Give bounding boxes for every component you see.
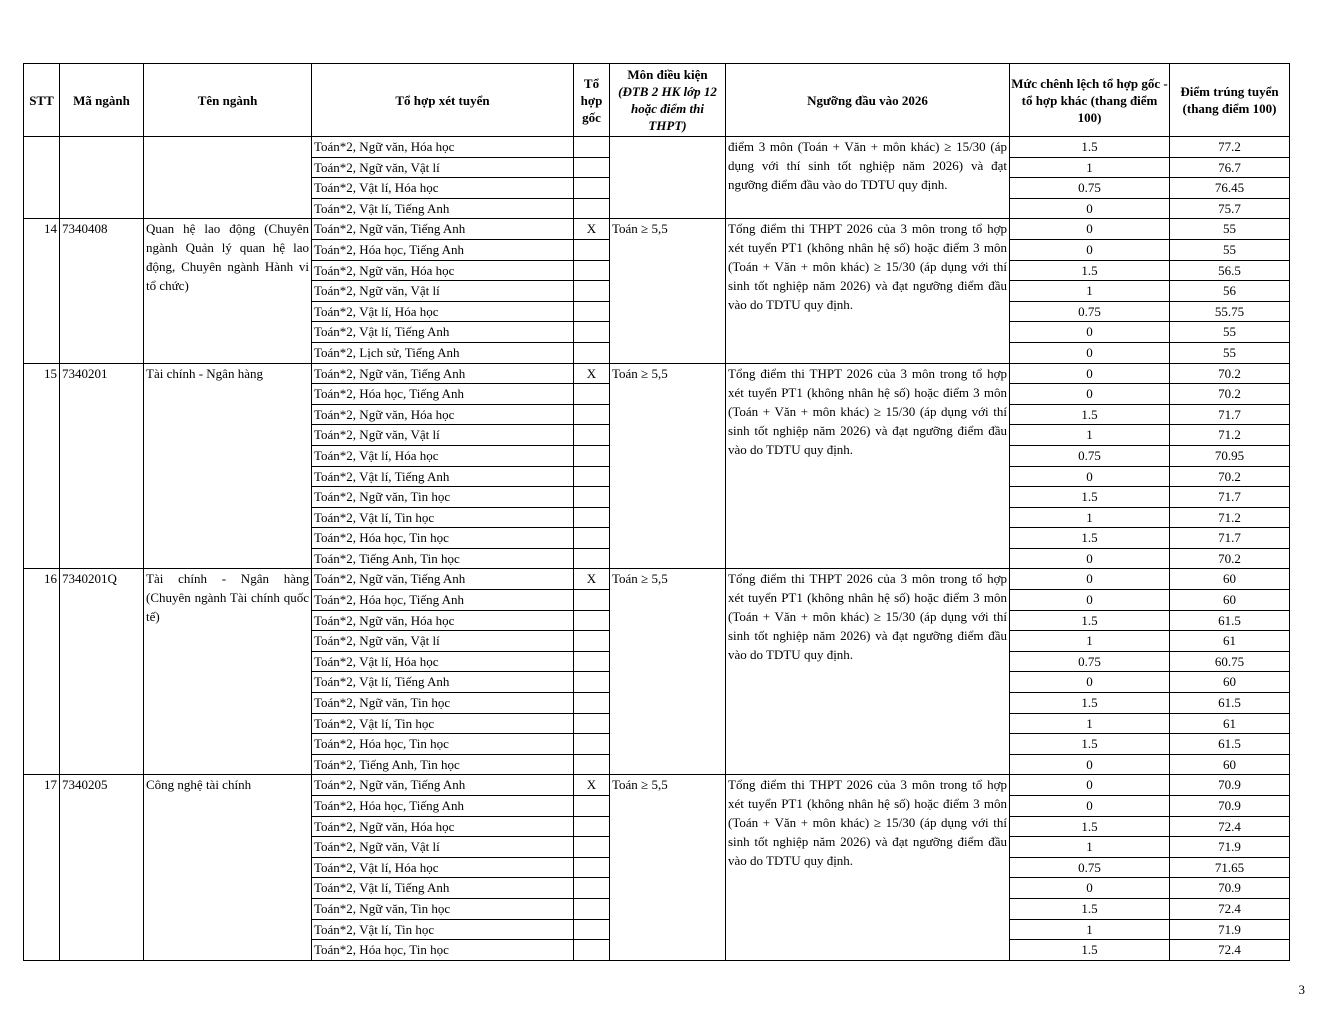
diff-cell: 1.5: [1010, 734, 1170, 755]
diff-cell: 1: [1010, 157, 1170, 178]
diff-cell: 1.5: [1010, 404, 1170, 425]
score-cell: 61: [1170, 713, 1290, 734]
diff-cell: 0: [1010, 548, 1170, 569]
goc-cell: [574, 816, 610, 837]
score-cell: 56: [1170, 281, 1290, 302]
table-body: [24, 137, 1290, 961]
diff-cell: 0: [1010, 796, 1170, 817]
program-name-cell: [144, 137, 312, 219]
combo-cell: Toán*2, Ngữ văn, Hóa học: [312, 816, 574, 837]
diff-cell: 0: [1010, 342, 1170, 363]
goc-cell: [574, 528, 610, 549]
diff-cell: 0: [1010, 239, 1170, 260]
score-cell: 71.7: [1170, 528, 1290, 549]
score-cell: 55: [1170, 322, 1290, 343]
diff-cell: 1.5: [1010, 816, 1170, 837]
goc-cell: [574, 507, 610, 528]
table-row: [24, 137, 1290, 158]
goc-cell: [574, 651, 610, 672]
combo-cell: Toán*2, Ngữ văn, Tiếng Anh: [312, 569, 574, 590]
goc-cell: [574, 425, 610, 446]
combo-cell: Toán*2, Ngữ văn, Hóa học: [312, 260, 574, 281]
score-cell: 71.2: [1170, 425, 1290, 446]
goc-cell: [574, 239, 610, 260]
diff-cell: 1.5: [1010, 137, 1170, 158]
diff-cell: 0: [1010, 384, 1170, 405]
combo-cell: Toán*2, Hóa học, Tiếng Anh: [312, 796, 574, 817]
goc-cell: [574, 672, 610, 693]
combo-cell: Toán*2, Vật lí, Tiếng Anh: [312, 878, 574, 899]
diff-cell: 0.75: [1010, 651, 1170, 672]
goc-cell: [574, 404, 610, 425]
combo-cell: Toán*2, Tiếng Anh, Tin học: [312, 754, 574, 775]
combo-cell: Toán*2, Lịch sử, Tiếng Anh: [312, 342, 574, 363]
header-mon-dieu-kien-title: Môn điều kiện: [627, 67, 708, 82]
goc-cell: X: [574, 219, 610, 240]
goc-cell: [574, 693, 610, 714]
combo-cell: Toán*2, Vật lí, Hóa học: [312, 178, 574, 199]
score-cell: 70.9: [1170, 796, 1290, 817]
score-cell: 60: [1170, 569, 1290, 590]
header-diem-trung-tuyen: Điểm trúng tuyển (thang điểm 100): [1170, 64, 1290, 137]
score-cell: 55: [1170, 342, 1290, 363]
header-mon-dieu-kien: [610, 64, 726, 137]
combo-cell: Toán*2, Ngữ văn, Vật lí: [312, 837, 574, 858]
header-row: [24, 64, 1290, 137]
goc-cell: [574, 940, 610, 961]
combo-cell: Toán*2, Ngữ văn, Vật lí: [312, 425, 574, 446]
diff-cell: 0: [1010, 590, 1170, 611]
goc-cell: [574, 157, 610, 178]
combo-cell: Toán*2, Hóa học, Tin học: [312, 528, 574, 549]
diff-cell: 0: [1010, 363, 1170, 384]
goc-cell: [574, 590, 610, 611]
stt-cell: 17: [24, 775, 60, 960]
goc-cell: [574, 631, 610, 652]
admission-table: [23, 63, 1290, 961]
score-cell: 71.65: [1170, 857, 1290, 878]
score-cell: 70.2: [1170, 466, 1290, 487]
goc-cell: X: [574, 363, 610, 384]
diff-cell: 0.75: [1010, 445, 1170, 466]
combo-cell: Toán*2, Vật lí, Tiếng Anh: [312, 466, 574, 487]
page-number: 3: [1298, 982, 1305, 997]
condition-cell: Toán ≥ 5,5: [610, 363, 726, 569]
combo-cell: Toán*2, Ngữ văn, Hóa học: [312, 404, 574, 425]
combo-cell: Toán*2, Ngữ văn, Hóa học: [312, 137, 574, 158]
code-cell: 7340205: [60, 775, 144, 960]
score-cell: 60: [1170, 672, 1290, 693]
diff-cell: 1.5: [1010, 487, 1170, 508]
score-cell: 61.5: [1170, 734, 1290, 755]
goc-cell: [574, 301, 610, 322]
score-cell: 70.95: [1170, 445, 1290, 466]
header-mon-dieu-kien-sub: (ĐTB 2 HK lớp 12 hoặc điểm thi THPT): [618, 84, 717, 133]
program-name-cell: Tài chính - Ngân hàng (Chuyên ngành Tài chính quốc tế): [144, 569, 312, 775]
goc-cell: [574, 796, 610, 817]
score-cell: 75.7: [1170, 198, 1290, 219]
goc-cell: [574, 198, 610, 219]
table-row: [24, 363, 1290, 384]
stt-cell: 16: [24, 569, 60, 775]
combo-cell: Toán*2, Ngữ văn, Tin học: [312, 898, 574, 919]
score-cell: 71.7: [1170, 487, 1290, 508]
goc-cell: X: [574, 569, 610, 590]
goc-cell: [574, 610, 610, 631]
goc-cell: [574, 734, 610, 755]
diff-cell: 0: [1010, 322, 1170, 343]
threshold-cell: điểm 3 môn (Toán + Văn + môn khác) ≥ 15/30 (áp dụng với thí sinh tốt nghiệp năm 2026) và đạt ngưỡng điểm đầu vào do TDTU quy định.: [726, 137, 1010, 219]
header-to-hop: Tổ hợp xét tuyển: [312, 64, 574, 137]
diff-cell: 1: [1010, 631, 1170, 652]
program-name-cell: Quan hệ lao động (Chuyên ngành Quản lý quan hệ lao động, Chuyên ngành Hành vi tổ chức): [144, 219, 312, 363]
goc-cell: [574, 837, 610, 858]
score-cell: 60.75: [1170, 651, 1290, 672]
diff-cell: 1.5: [1010, 693, 1170, 714]
score-cell: 55: [1170, 239, 1290, 260]
combo-cell: Toán*2, Hóa học, Tin học: [312, 940, 574, 961]
combo-cell: Toán*2, Vật lí, Hóa học: [312, 651, 574, 672]
table-row: [24, 569, 1290, 590]
threshold-cell: Tổng điểm thi THPT 2026 của 3 môn trong tổ hợp xét tuyển PT1 (không nhân hệ số) hoặc điểm 3 môn (Toán + Văn + môn khác) ≥ 15/30 (áp dụng với thí sinh tốt nghiệp năm 2026) và đạt ngưỡng điểm đầu vào do TDTU quy định.: [726, 219, 1010, 363]
combo-cell: Toán*2, Vật lí, Tiếng Anh: [312, 198, 574, 219]
diff-cell: 0.75: [1010, 301, 1170, 322]
goc-cell: [574, 445, 610, 466]
header-ten-nganh: Tên ngành: [144, 64, 312, 137]
combo-cell: Toán*2, Ngữ văn, Tiếng Anh: [312, 219, 574, 240]
condition-cell: Toán ≥ 5,5: [610, 775, 726, 960]
diff-cell: 0.75: [1010, 178, 1170, 199]
combo-cell: Toán*2, Ngữ văn, Vật lí: [312, 631, 574, 652]
goc-cell: [574, 137, 610, 158]
diff-cell: 0: [1010, 198, 1170, 219]
score-cell: 71.2: [1170, 507, 1290, 528]
threshold-cell: Tổng điểm thi THPT 2026 của 3 môn trong tổ hợp xét tuyển PT1 (không nhân hệ số) hoặc điểm 3 môn (Toán + Văn + môn khác) ≥ 15/30 (áp dụng với thí sinh tốt nghiệp năm 2026) và đạt ngưỡng điểm đầu vào do TDTU quy định.: [726, 775, 1010, 960]
score-cell: 56.5: [1170, 260, 1290, 281]
score-cell: 55: [1170, 219, 1290, 240]
goc-cell: [574, 548, 610, 569]
diff-cell: 0: [1010, 775, 1170, 796]
goc-cell: [574, 342, 610, 363]
combo-cell: Toán*2, Ngữ văn, Tiếng Anh: [312, 363, 574, 384]
score-cell: 61.5: [1170, 693, 1290, 714]
goc-cell: X: [574, 775, 610, 796]
goc-cell: [574, 919, 610, 940]
diff-cell: 1.5: [1010, 940, 1170, 961]
score-cell: 72.4: [1170, 940, 1290, 961]
diff-cell: 0: [1010, 569, 1170, 590]
combo-cell: Toán*2, Ngữ văn, Tiếng Anh: [312, 775, 574, 796]
combo-cell: Toán*2, Vật lí, Tin học: [312, 919, 574, 940]
score-cell: 77.2: [1170, 137, 1290, 158]
combo-cell: Toán*2, Ngữ văn, Vật lí: [312, 157, 574, 178]
table-row: [24, 775, 1290, 796]
combo-cell: Toán*2, Vật lí, Tiếng Anh: [312, 322, 574, 343]
score-cell: 70.2: [1170, 363, 1290, 384]
diff-cell: 1.5: [1010, 528, 1170, 549]
combo-cell: Toán*2, Hóa học, Tiếng Anh: [312, 239, 574, 260]
goc-cell: [574, 178, 610, 199]
stt-cell: [24, 137, 60, 219]
code-cell: [60, 137, 144, 219]
goc-cell: [574, 466, 610, 487]
code-cell: 7340408: [60, 219, 144, 363]
diff-cell: 1: [1010, 507, 1170, 528]
score-cell: 61: [1170, 631, 1290, 652]
score-cell: 61.5: [1170, 610, 1290, 631]
combo-cell: Toán*2, Vật lí, Hóa học: [312, 445, 574, 466]
score-cell: 60: [1170, 754, 1290, 775]
combo-cell: Toán*2, Vật lí, Tiếng Anh: [312, 672, 574, 693]
goc-cell: [574, 878, 610, 899]
score-cell: 70.2: [1170, 384, 1290, 405]
code-cell: 7340201Q: [60, 569, 144, 775]
condition-cell: Toán ≥ 5,5: [610, 219, 726, 363]
score-cell: 76.45: [1170, 178, 1290, 199]
combo-cell: Toán*2, Hóa học, Tiếng Anh: [312, 384, 574, 405]
diff-cell: 1: [1010, 425, 1170, 446]
program-name-cell: Công nghệ tài chính: [144, 775, 312, 960]
combo-cell: Toán*2, Vật lí, Tin học: [312, 507, 574, 528]
goc-cell: [574, 857, 610, 878]
diff-cell: 0: [1010, 878, 1170, 899]
goc-cell: [574, 384, 610, 405]
goc-cell: [574, 322, 610, 343]
table-row: [24, 219, 1290, 240]
score-cell: 72.4: [1170, 816, 1290, 837]
combo-cell: Toán*2, Ngữ văn, Hóa học: [312, 610, 574, 631]
threshold-cell: Tổng điểm thi THPT 2026 của 3 môn trong tổ hợp xét tuyển PT1 (không nhân hệ số) hoặc điểm 3 môn (Toán + Văn + môn khác) ≥ 15/30 (áp dụng với thí sinh tốt nghiệp năm 2026) và đạt ngưỡng điểm đầu vào do TDTU quy định.: [726, 363, 1010, 569]
combo-cell: Toán*2, Ngữ văn, Tin học: [312, 693, 574, 714]
goc-cell: [574, 898, 610, 919]
goc-cell: [574, 260, 610, 281]
combo-cell: Toán*2, Vật lí, Hóa học: [312, 857, 574, 878]
header-ma-nganh: Mã ngành: [60, 64, 144, 137]
score-cell: 71.9: [1170, 919, 1290, 940]
score-cell: 76.7: [1170, 157, 1290, 178]
combo-cell: Toán*2, Vật lí, Hóa học: [312, 301, 574, 322]
diff-cell: 1.5: [1010, 898, 1170, 919]
stt-cell: 14: [24, 219, 60, 363]
diff-cell: 1: [1010, 713, 1170, 734]
diff-cell: 1.5: [1010, 610, 1170, 631]
combo-cell: Toán*2, Vật lí, Tin học: [312, 713, 574, 734]
threshold-cell: Tổng điểm thi THPT 2026 của 3 môn trong tổ hợp xét tuyển PT1 (không nhân hệ số) hoặc điểm 3 môn (Toán + Văn + môn khác) ≥ 15/30 (áp dụng với thí sinh tốt nghiệp năm 2026) và đạt ngưỡng điểm đầu vào do TDTU quy định.: [726, 569, 1010, 775]
header-nguong: Ngưỡng đầu vào 2026: [726, 64, 1010, 137]
combo-cell: Toán*2, Hóa học, Tin học: [312, 734, 574, 755]
score-cell: 60: [1170, 590, 1290, 611]
diff-cell: 0: [1010, 754, 1170, 775]
header-to-hop-goc: Tổ hợp gốc: [574, 64, 610, 137]
diff-cell: 1.5: [1010, 260, 1170, 281]
score-cell: 70.2: [1170, 548, 1290, 569]
diff-cell: 0.75: [1010, 857, 1170, 878]
score-cell: 55.75: [1170, 301, 1290, 322]
combo-cell: Toán*2, Ngữ văn, Vật lí: [312, 281, 574, 302]
code-cell: 7340201: [60, 363, 144, 569]
stt-cell: 15: [24, 363, 60, 569]
diff-cell: 0: [1010, 672, 1170, 693]
header-stt: STT: [24, 64, 60, 137]
combo-cell: Toán*2, Hóa học, Tiếng Anh: [312, 590, 574, 611]
score-cell: 71.7: [1170, 404, 1290, 425]
header-muc-chenh-lech: Mức chênh lệch tổ hợp gốc - tổ hợp khác (thang điểm 100): [1010, 64, 1170, 137]
goc-cell: [574, 713, 610, 734]
diff-cell: 1: [1010, 919, 1170, 940]
diff-cell: 1: [1010, 281, 1170, 302]
goc-cell: [574, 487, 610, 508]
score-cell: 71.9: [1170, 837, 1290, 858]
goc-cell: [574, 281, 610, 302]
combo-cell: Toán*2, Tiếng Anh, Tin học: [312, 548, 574, 569]
condition-cell: [610, 137, 726, 219]
score-cell: 70.9: [1170, 878, 1290, 899]
score-cell: 70.9: [1170, 775, 1290, 796]
score-cell: 72.4: [1170, 898, 1290, 919]
diff-cell: 0: [1010, 466, 1170, 487]
goc-cell: [574, 754, 610, 775]
combo-cell: Toán*2, Ngữ văn, Tin học: [312, 487, 574, 508]
program-name-cell: Tài chính - Ngân hàng: [144, 363, 312, 569]
diff-cell: 1: [1010, 837, 1170, 858]
diff-cell: 0: [1010, 219, 1170, 240]
condition-cell: Toán ≥ 5,5: [610, 569, 726, 775]
